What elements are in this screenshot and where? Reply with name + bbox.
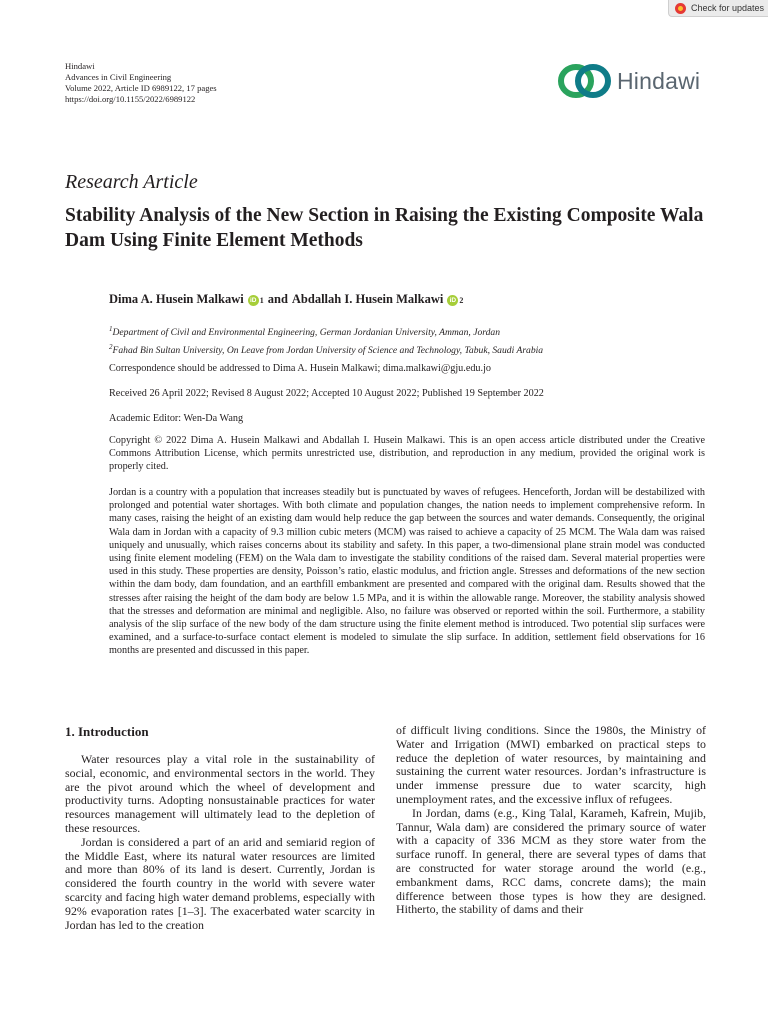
article-title: Stability Analysis of the New Section in Raising the Existing Composite Wala Dam Using Finite Element Methods bbox=[65, 205, 704, 251]
check-for-updates-label: Check for updates bbox=[691, 3, 765, 13]
hindawi-rings-icon bbox=[556, 62, 614, 100]
affiliation-line: $^2$Fahad Bin Sultan University, On Leave from Jordan University of Science and Technology, Tabuk, Saudi Arabia bbox=[109, 343, 544, 357]
body-column-right bbox=[396, 724, 706, 917]
orcid-icon[interactable]: iD bbox=[447, 295, 458, 306]
doi-link[interactable]: https://doi.org/10.1155/2022/6989122 bbox=[65, 94, 196, 104]
affiliations bbox=[109, 322, 543, 358]
publication-dates: Received 26 April 2022; Revised 8 August 2022; Accepted 10 August 2022; Published 19 September 2022 bbox=[109, 388, 544, 399]
abstract: Jordan is a country with a population that increases steadily but is punctuated by waves of refugees. Henceforth, Jordan will be destabilized with prolonged and potential water shortages. With both climate and population changes, the nation needs to implement comprehensive reform. In many cases, raising the height of an existing dam would help reduce the gap between the sources and water demands. Consequently, the original Wala dam in Jordan with a capacity of 9.3 million cubic meters (MCM) was raised to achieve a capacity of 25 MCM. The Wala dam was raised uniquely and unusually, which raises concerns about its stability and safety. In this paper, a two-dimensional plane strain model was conducted using finite element modeling (FEM) on the Wala dam to investigate the stability conditions of the raised dam. Several material properties were used in this study. These properties are density, Poisson’s ratio, elastic modulus, and friction angle. Stresses and deformations of the new section within the dam body, dam foundation, and an earthfill embankment are presented and compared with the original dam. Results showed that the stresses after raising the height of the dam body are below 1.5 MPa, and it is within the allowable range. Moreover, the stability analysis showed that the stresses and deformation are minimal and negligible. Also, no failure was observed or reported within the soil. Furthermore, a stability analysis of the slip surface of the new body of the dam structure using the finite element method is introduced. Two potential slip surfaces were examined, and a surface-to-surface contact element is modeled to simulate the slip surface. In addition, settlement field observations for 16 months are presented and discussed in this paper. bbox=[109, 487, 705, 657]
paragraph: In Jordan, dams (e.g., King Talal, Karameh, Kafrein, Mujib, Tannur, Wala dam) are considered the primary source of water with a capacity of 336 MCM as they store water from the surface runoff. In general, there are several types of dams that are constructed for water storage around the world (e.g., embankment dams, RCC dams, concrete dams); the main difference between those types is how they are designed. Hitherto, the stability of dams and their bbox=[396, 805, 706, 917]
paragraph: Water resources play a vital role in the sustainability of social, economic, and environmental sectors in the world. They are the pivot around which the wheel of development and productivity turns. Adopting nonsustainable practices for water resources management will ultimately lead to the depletion of these resources. bbox=[65, 752, 375, 835]
author-name[interactable]: Dima A. Husein Malkawi bbox=[109, 292, 244, 306]
affiliation-marker: 1 bbox=[259, 296, 264, 305]
journal-name: Advances in Civil Engineering bbox=[65, 72, 172, 82]
academic-editor: Academic Editor: Wen-Da Wang bbox=[109, 413, 244, 424]
body-column-left bbox=[65, 753, 375, 932]
copyright-notice: Copyright © 2022 Dima A. Husein Malkawi and Abdallah I. Husein Malkawi. This is an open access article distributed under the Creative Commons Attribution License, which permits unrestricted use, distribution, and reproduction in any medium, provided the original work is properly cited. bbox=[109, 435, 705, 473]
publisher-name: Hindawi bbox=[65, 61, 95, 71]
author-list bbox=[109, 292, 463, 307]
correspondence: Correspondence should be addressed to Dima A. Husein Malkawi; dima.malkawi@gju.edu.jo bbox=[109, 363, 491, 374]
paragraph: Jordan is considered a part of an arid and semiarid region of the Middle East, where its natural water resources are limited and more than 80% of its land is desert. Currently, Jordan is considered the fourth country in the world with severe water scarcity and facing high water demand problems, especially with 92% evaporation rates [1–3]. The exacerbated water scarcity in Jordan has led to the creation bbox=[65, 834, 375, 932]
author-separator: and bbox=[267, 292, 288, 306]
article-type: Research Article bbox=[65, 171, 198, 193]
affiliation-line: $^1$Department of Civil and Environmental Engineering, German Jordanian University, Amman, Jordan bbox=[109, 325, 501, 339]
hindawi-wordmark: Hindawi bbox=[617, 67, 701, 94]
paragraph: of difficult living conditions. Since the 1980s, the Ministry of Water and Irrigation (MWI) embarked on practical steps to reduce the depletion of water resources, by maintaining and sustaining the current water resources. Jordan’s infrastructure is under immense pressure due to water scarcity, high unemployment rates, and the excessive influx of refugees. bbox=[396, 723, 706, 806]
check-for-updates-badge[interactable] bbox=[668, 0, 768, 17]
journal-volume: Volume 2022, Article ID 6989122, 17 pages bbox=[65, 83, 217, 93]
hindawi-logo bbox=[556, 61, 706, 101]
affiliation-marker: 2 bbox=[459, 296, 464, 305]
section-heading: 1. Introduction bbox=[65, 724, 149, 739]
crossmark-icon bbox=[675, 3, 686, 14]
orcid-icon[interactable]: iD bbox=[248, 295, 259, 306]
journal-meta bbox=[65, 61, 217, 105]
author-name[interactable]: Abdallah I. Husein Malkawi bbox=[291, 292, 444, 306]
